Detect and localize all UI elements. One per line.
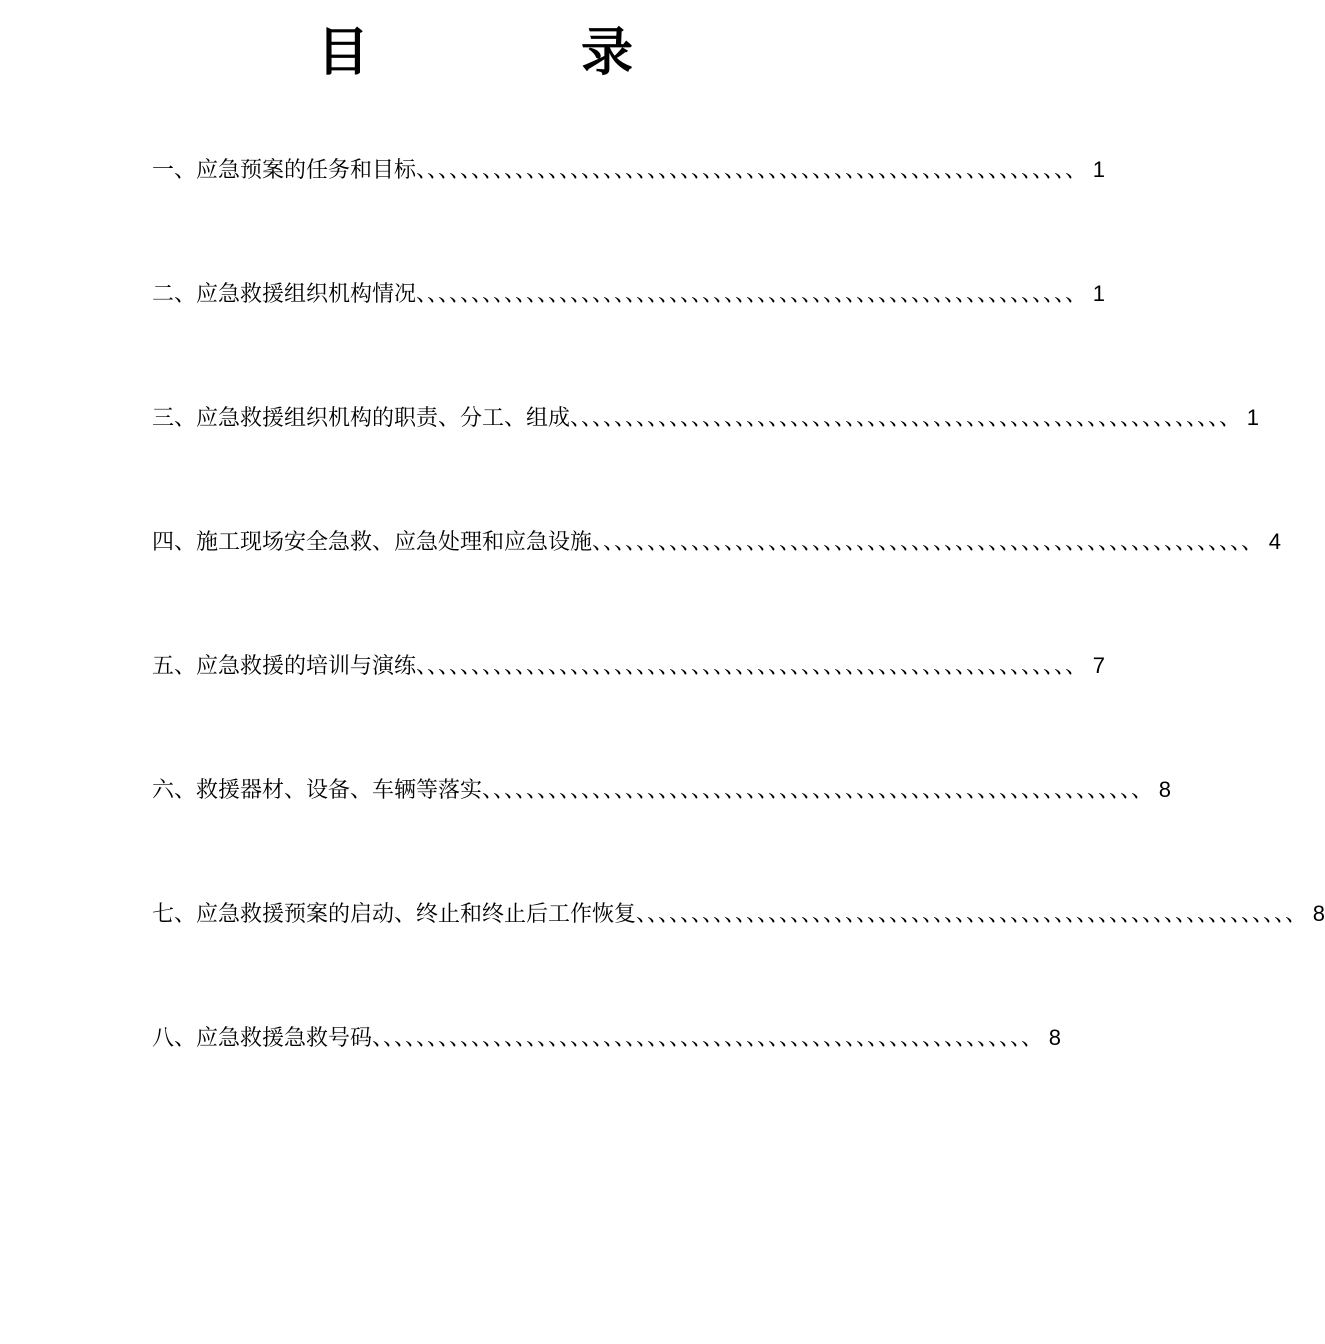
- toc-page-number: 8: [1158, 777, 1172, 802]
- toc-entry-text: 八、应急救援急救号码: [152, 1026, 373, 1051]
- toc-entry-7[interactable]: [152, 894, 1325, 1018]
- toc-entry-text: 三、应急救援组织机构的职责、分工、组成: [152, 406, 571, 431]
- toc-entry-6[interactable]: [152, 770, 1172, 894]
- toc-entry-text: 六、救援器材、设备、车辆等落实: [152, 778, 483, 803]
- table-of-contents: [152, 150, 1325, 1142]
- toc-leader: 、、、、、、、、、、、、、、、、、、、、、、、、、、、、、、、、、、、、、、、、、、、、、、、、、、、、、、、、、、、、: [416, 282, 1088, 307]
- toc-entry-2[interactable]: [152, 274, 1106, 398]
- toc-entry-5[interactable]: [152, 646, 1106, 770]
- toc-entry-text: 二、应急救援组织机构情况: [152, 282, 417, 307]
- page-title: 目 录: [316, 22, 713, 83]
- toc-page-number: 7: [1092, 653, 1106, 678]
- toc-entry-1[interactable]: [152, 150, 1106, 274]
- toc-entry-text: 七、应急救援预案的启动、终止和终止后工作恢复: [152, 902, 637, 927]
- toc-entry-4[interactable]: [152, 522, 1282, 646]
- toc-entry-3[interactable]: [152, 398, 1260, 522]
- toc-page-number: 1: [1092, 281, 1106, 306]
- toc-leader: 、、、、、、、、、、、、、、、、、、、、、、、、、、、、、、、、、、、、、、、、、、、、、、、、、、、、、、、、、、、、: [636, 902, 1308, 927]
- toc-leader: 、、、、、、、、、、、、、、、、、、、、、、、、、、、、、、、、、、、、、、、、、、、、、、、、、、、、、、、、、、、、: [482, 778, 1154, 803]
- toc-leader: 、、、、、、、、、、、、、、、、、、、、、、、、、、、、、、、、、、、、、、、、、、、、、、、、、、、、、、、、、、、、: [416, 654, 1088, 679]
- toc-entry-text: 一、应急预案的任务和目标: [152, 158, 417, 183]
- toc-entry-8[interactable]: [152, 1018, 1062, 1142]
- toc-leader: 、、、、、、、、、、、、、、、、、、、、、、、、、、、、、、、、、、、、、、、、、、、、、、、、、、、、、、、、、、、、: [372, 1026, 1044, 1051]
- toc-page-number: 8: [1048, 1025, 1062, 1050]
- toc-entry-text: 四、施工现场安全急救、应急处理和应急设施: [152, 530, 593, 555]
- toc-entry-text: 五、应急救援的培训与演练: [152, 654, 417, 679]
- toc-page-number: 8: [1312, 901, 1325, 926]
- toc-leader: 、、、、、、、、、、、、、、、、、、、、、、、、、、、、、、、、、、、、、、、、、、、、、、、、、、、、、、、、、、、、: [416, 158, 1088, 183]
- toc-leader: 、、、、、、、、、、、、、、、、、、、、、、、、、、、、、、、、、、、、、、、、、、、、、、、、、、、、、、、、、、、、: [592, 530, 1264, 555]
- toc-page-number: 1: [1246, 405, 1260, 430]
- toc-leader: 、、、、、、、、、、、、、、、、、、、、、、、、、、、、、、、、、、、、、、、、、、、、、、、、、、、、、、、、、、、、: [570, 406, 1242, 431]
- toc-page-number: 4: [1268, 529, 1282, 554]
- toc-page-number: 1: [1092, 157, 1106, 182]
